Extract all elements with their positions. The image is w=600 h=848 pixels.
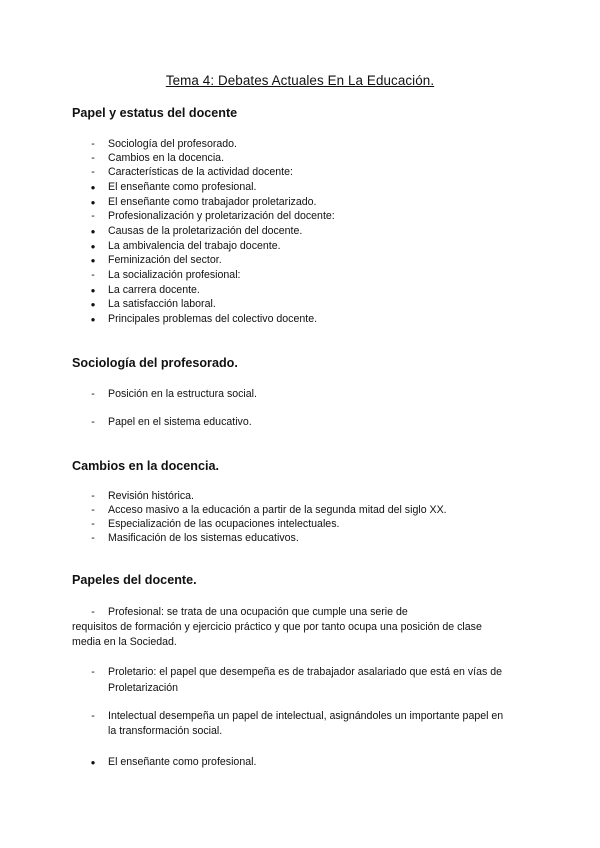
list-item: Acceso masivo a la educación a partir de la segunda mitad del siglo XX. — [108, 504, 447, 516]
dash-marker: - — [91, 518, 95, 530]
list-item: El enseñante como profesional. — [108, 181, 257, 193]
section-heading-papeles: Papeles del docente. — [72, 573, 197, 587]
paragraph-line: Profesional: se trata de una ocupación que cumple una serie de — [108, 606, 408, 618]
list-item: Feminización del sector. — [108, 254, 222, 266]
dash-marker: - — [91, 416, 95, 428]
list-item: La carrera docente. — [108, 284, 200, 296]
list-item: Cambios en la docencia. — [108, 152, 225, 164]
dash-marker: - — [91, 504, 95, 516]
list-item: Profesionalización y proletarización del docente: — [108, 210, 335, 222]
list-item: Posición en la estructura social. — [108, 388, 257, 400]
dash-marker: - — [91, 152, 95, 164]
list-item: La socialización profesional: — [108, 269, 241, 281]
list-item: Especialización de las ocupaciones intelectuales. — [108, 518, 340, 530]
paragraph-line: media en la Sociedad. — [72, 636, 177, 648]
dash-marker: - — [91, 710, 95, 722]
section-heading-cambios: Cambios en la docencia. — [72, 459, 219, 473]
bullet-marker: ● — [90, 758, 96, 767]
dash-marker: - — [91, 666, 95, 678]
list-item: Masificación de los sistemas educativos. — [108, 532, 299, 544]
paragraph-line: Proletarización — [108, 682, 179, 694]
dash-marker: - — [91, 269, 95, 281]
bullet-marker: ● — [90, 300, 96, 309]
dash-marker: - — [91, 166, 95, 178]
bullet-marker: ● — [90, 198, 96, 207]
bullet-marker: ● — [90, 286, 96, 295]
dash-marker: - — [91, 210, 95, 222]
bullet-marker: ● — [90, 256, 96, 265]
list-item: Papel en el sistema educativo. — [108, 416, 252, 428]
paragraph-line: Intelectual desempeña un papel de intelectual, asignándoles un importante papel en — [108, 710, 504, 722]
section-heading-sociologia: Sociología del profesorado. — [72, 356, 238, 370]
list-item: Principales problemas del colectivo docente. — [108, 313, 318, 325]
list-item: El enseñante como trabajador proletarizado. — [108, 196, 317, 208]
paragraph-line: Proletario: el papel que desempeña es de trabajador asalariado que está en vías de — [108, 666, 503, 678]
bullet-marker: ● — [90, 227, 96, 236]
list-item: Revisión histórica. — [108, 490, 194, 502]
dash-marker: - — [91, 606, 95, 618]
bullet-marker: ● — [90, 315, 96, 324]
list-item: Causas de la proletarización del docente. — [108, 225, 303, 237]
list-item: La ambivalencia del trabajo docente. — [108, 240, 281, 252]
list-item: El enseñante como profesional. — [108, 756, 257, 768]
dash-marker: - — [91, 138, 95, 150]
list-item: Sociología del profesorado. — [108, 138, 237, 150]
document-title: Tema 4: Debates Actuales En La Educación. — [165, 73, 435, 88]
section-heading-papel-estatus: Papel y estatus del docente — [72, 106, 238, 120]
paragraph-line: requisitos de formación y ejercicio práctico y que por tanto ocupa una posición de clase — [72, 621, 482, 633]
bullet-marker: ● — [90, 183, 96, 192]
list-item: Características de la actividad docente: — [108, 166, 293, 178]
dash-marker: - — [91, 388, 95, 400]
paragraph-line: la transformación social. — [108, 725, 223, 737]
dash-marker: - — [91, 532, 95, 544]
dash-marker: - — [91, 490, 95, 502]
list-item: La satisfacción laboral. — [108, 298, 216, 310]
bullet-marker: ● — [90, 242, 96, 251]
